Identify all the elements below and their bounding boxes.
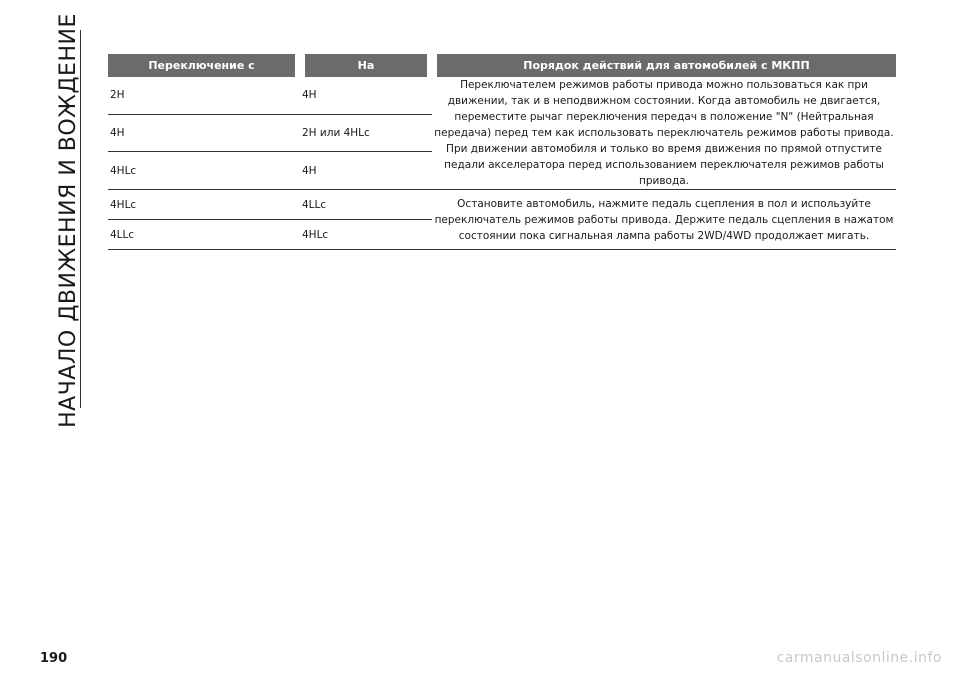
header-from: Переключение с (108, 54, 300, 77)
cell-from: 2H (108, 77, 300, 114)
cell-to: 4H (300, 77, 432, 114)
section-title-text: НАЧАЛО ДВИЖЕНИЯ И ВОЖДЕНИЕ (55, 12, 81, 428)
cell-procedure-1: Переключателем режимов работы привода можно пользоваться как при движении, так и в неподвижном состоянии. Когда автомобиль не двигается, переместите рычаг переключения передач в положение "N" (Нейтральная передача) перед тем как использовать переключатель режимов работы привода. При движении автомобиля и только во время движения по прямой отпустите педали акселератора перед использованием переключателя режимов работы привода. (432, 77, 896, 190)
table-row (108, 77, 896, 114)
cell-from: 4LLc (108, 220, 300, 250)
cell-from: 4HLc (108, 152, 300, 190)
cell-to: 4HLc (300, 220, 432, 250)
watermark: carmanualsonline.info (776, 650, 942, 666)
side-divider (80, 30, 81, 408)
drive-mode-table (108, 54, 896, 250)
page-number: 190 (40, 651, 68, 666)
cell-procedure-2: Остановите автомобиль, нажмите педаль сцепления в пол и используйте переключатель режимов работы привода. Держите педаль сцепления в нажатом состоянии пока сигнальная лампа работы 2WD/4WD продолжает мигать. (432, 190, 896, 250)
cell-to: 4LLc (300, 190, 432, 220)
cell-to: 4H (300, 152, 432, 190)
table-row (108, 190, 896, 220)
table-header-row (108, 54, 896, 77)
cell-from: 4HLc (108, 190, 300, 220)
cell-from: 4H (108, 114, 300, 152)
cell-to: 2H или 4HLc (300, 114, 432, 152)
header-procedure: Порядок действий для автомобилей с МКПП (432, 54, 896, 77)
header-to: На (300, 54, 432, 77)
